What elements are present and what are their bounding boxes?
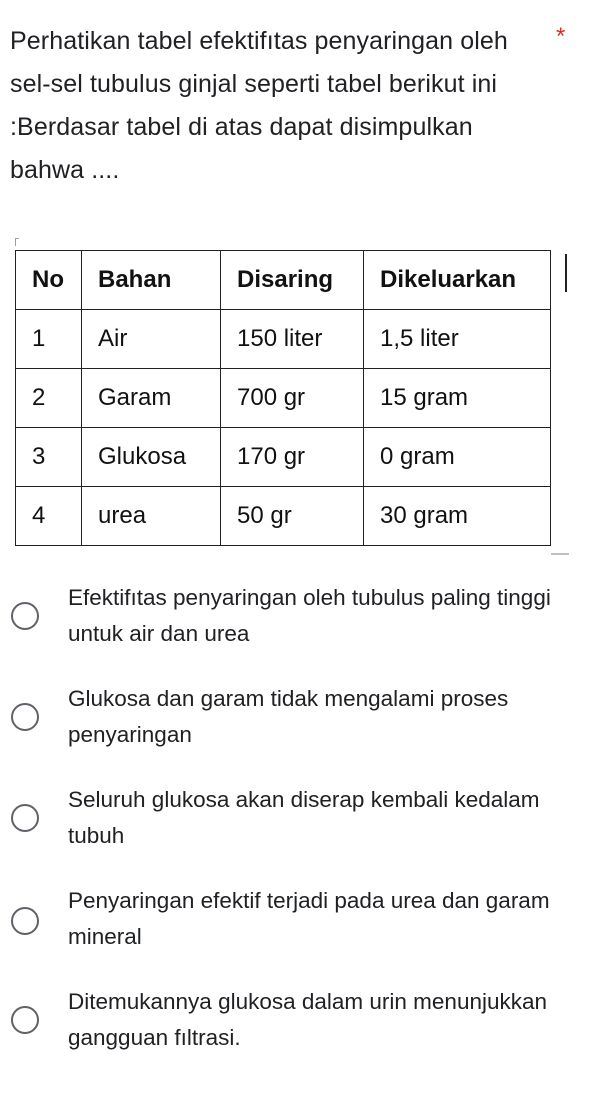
option-5[interactable] — [0, 984, 607, 1064]
table-row — [16, 487, 551, 546]
table-cell: 4 — [16, 487, 82, 546]
table-cell: 1 — [16, 310, 82, 369]
option-4[interactable] — [0, 883, 607, 963]
image-edge-line — [565, 254, 567, 292]
radio-button[interactable] — [11, 804, 39, 832]
image-corner-mark — [15, 238, 16, 246]
option-label[interactable]: Seluruh glukosa akan diserap kembali kedalam tubuh — [68, 787, 540, 848]
table-cell: 170 gr — [221, 428, 364, 487]
table-cell: Air — [82, 310, 221, 369]
table-cell: 3 — [16, 428, 82, 487]
radio-button[interactable] — [11, 703, 39, 731]
table-cell: 30 gram — [364, 487, 551, 546]
filtration-table — [15, 250, 551, 546]
table-cell: 700 gr — [221, 369, 364, 428]
option-label[interactable]: Efektifıtas penyaringan oleh tubulus paling tinggi untuk air dan urea — [68, 585, 551, 646]
table-cell: Glukosa — [82, 428, 221, 487]
table-header-row — [16, 251, 551, 310]
table-cell: 15 gram — [364, 369, 551, 428]
option-label[interactable]: Penyaringan efektif terjadi pada urea dan garam mineral — [68, 888, 550, 949]
radio-button[interactable] — [11, 907, 39, 935]
radio-button[interactable] — [11, 1006, 39, 1034]
question-text: Perhatikan tabel efektifıtas penyaringan oleh sel-sel tubulus ginjal seperti tabel berikut ini :Berdasar tabel di atas dapat disimpulkan bahwa .... — [10, 27, 508, 184]
table-cell: Garam — [82, 369, 221, 428]
table-cell: 2 — [16, 369, 82, 428]
image-edge-line — [551, 553, 569, 555]
header-bahan: Bahan — [82, 251, 221, 310]
table-cell: 150 liter — [221, 310, 364, 369]
table-cell: 0 gram — [364, 428, 551, 487]
header-dikeluarkan: Dikeluarkan — [364, 251, 551, 310]
radio-button[interactable] — [11, 602, 39, 630]
header-no: No — [16, 251, 82, 310]
table-cell: 50 gr — [221, 487, 364, 546]
required-marker: * — [556, 23, 566, 50]
table-cell: 1,5 liter — [364, 310, 551, 369]
image-corner-mark — [15, 238, 19, 239]
option-3[interactable] — [0, 782, 607, 862]
option-label[interactable]: Glukosa dan garam tidak mengalami proses penyaringan — [68, 686, 509, 747]
option-label[interactable]: Ditemukannya glukosa dalam urin menunjukkan gangguan fıltrasi. — [68, 989, 548, 1050]
table-row — [16, 369, 551, 428]
table-cell: urea — [82, 487, 221, 546]
table-row — [16, 428, 551, 487]
header-disaring: Disaring — [221, 251, 364, 310]
option-2[interactable] — [0, 681, 607, 761]
question-image — [13, 238, 573, 558]
table-row — [16, 310, 551, 369]
option-1[interactable] — [0, 580, 607, 660]
